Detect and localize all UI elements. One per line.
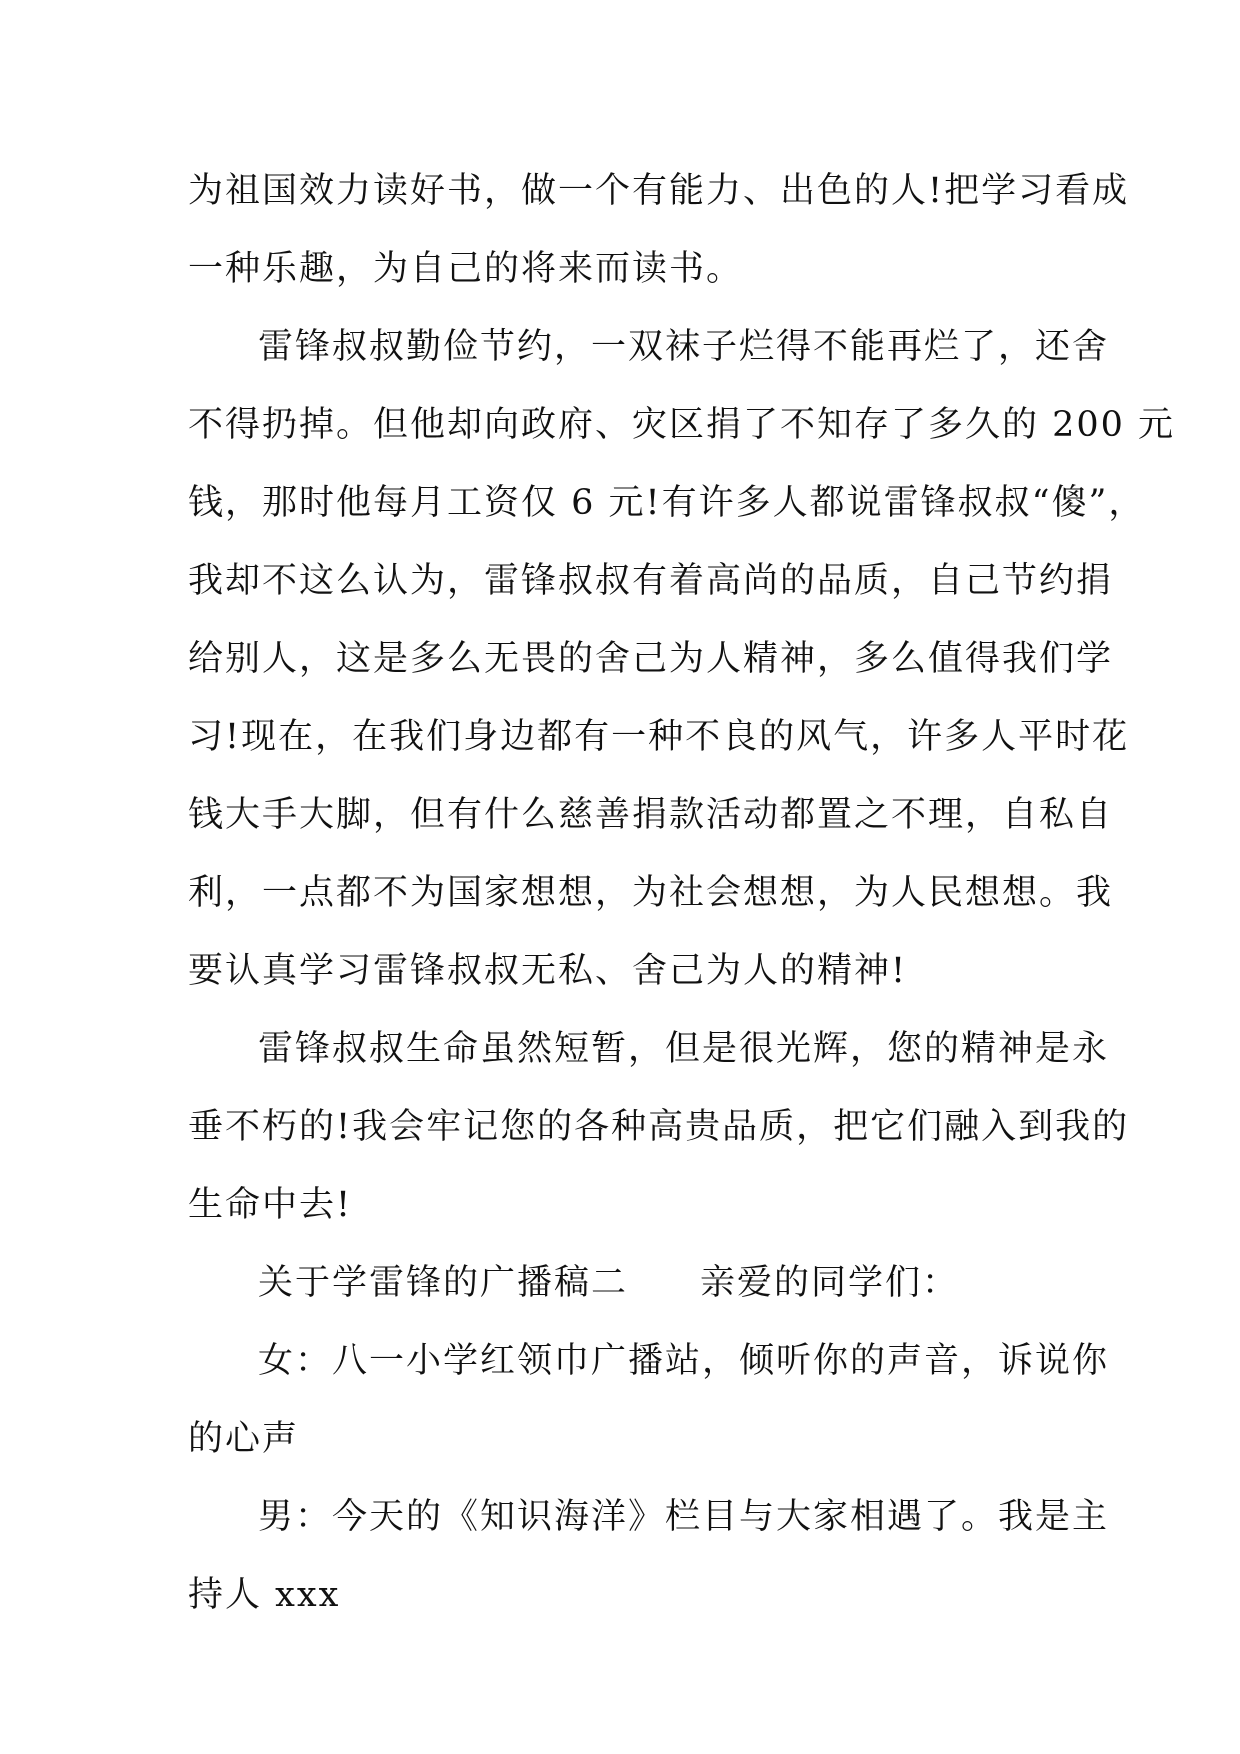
text-line: 利，一点都不为国家想想，为社会想想，为人民想想。我 <box>188 873 1114 913</box>
text-line: 女：八一小学红领巾广播站，倾听你的声音，诉说你 <box>258 1341 1110 1381</box>
text-line: 为祖国效力读好书，做一个有能力、出色的人!把学习看成 <box>188 171 1130 211</box>
greeting: 亲爱的同学们： <box>700 1263 960 1303</box>
text-line: 男：今天的《知识海洋》栏目与大家相遇了。我是主 <box>258 1497 1110 1537</box>
text-line: 钱，那时他每月工资仅 6 元!有许多人都说雷锋叔叔“傻”， <box>188 483 1146 523</box>
text-line: 的心声 <box>188 1419 300 1459</box>
text-line: 生命中去! <box>188 1185 353 1225</box>
text-line: 持人 xxx <box>188 1575 341 1615</box>
paragraph-male-host <box>188 1491 1110 1647</box>
paragraph-female-host <box>188 1335 1110 1491</box>
text-line: 垂不朽的!我会牢记您的各种高贵品质，把它们融入到我的 <box>188 1107 1130 1147</box>
text-line: 要认真学习雷锋叔叔无私、舍己为人的精神! <box>188 951 908 991</box>
section-heading-line <box>188 1257 1068 1335</box>
paragraph-3 <box>188 1023 1130 1257</box>
text-line: 一种乐趣，为自己的将来而读书。 <box>188 249 744 289</box>
text-line: 给别人，这是多么无畏的舍己为人精神，多么值得我们学 <box>188 639 1114 679</box>
text-line: 雷锋叔叔勤俭节约，一双袜子烂得不能再烂了，还舍 <box>258 327 1110 367</box>
paragraph-1 <box>188 165 1130 321</box>
text-line: 钱大手大脚，但有什么慈善捐款活动都置之不理，自私自 <box>188 795 1114 835</box>
text-line: 雷锋叔叔生命虽然短暂，但是很光辉，您的精神是永 <box>258 1029 1110 1069</box>
section-heading: 关于学雷锋的广播稿二 <box>258 1263 629 1303</box>
document-body <box>188 165 1176 1647</box>
text-line: 不得扔掉。但他却向政府、灾区捐了不知存了多久的 200 元 <box>188 405 1176 445</box>
paragraph-2 <box>188 321 1176 1023</box>
text-line: 习!现在，在我们身边都有一种不良的风气，许多人平时花 <box>188 717 1130 757</box>
text-line: 我却不这么认为，雷锋叔叔有着高尚的品质，自己节约捐 <box>188 561 1114 601</box>
